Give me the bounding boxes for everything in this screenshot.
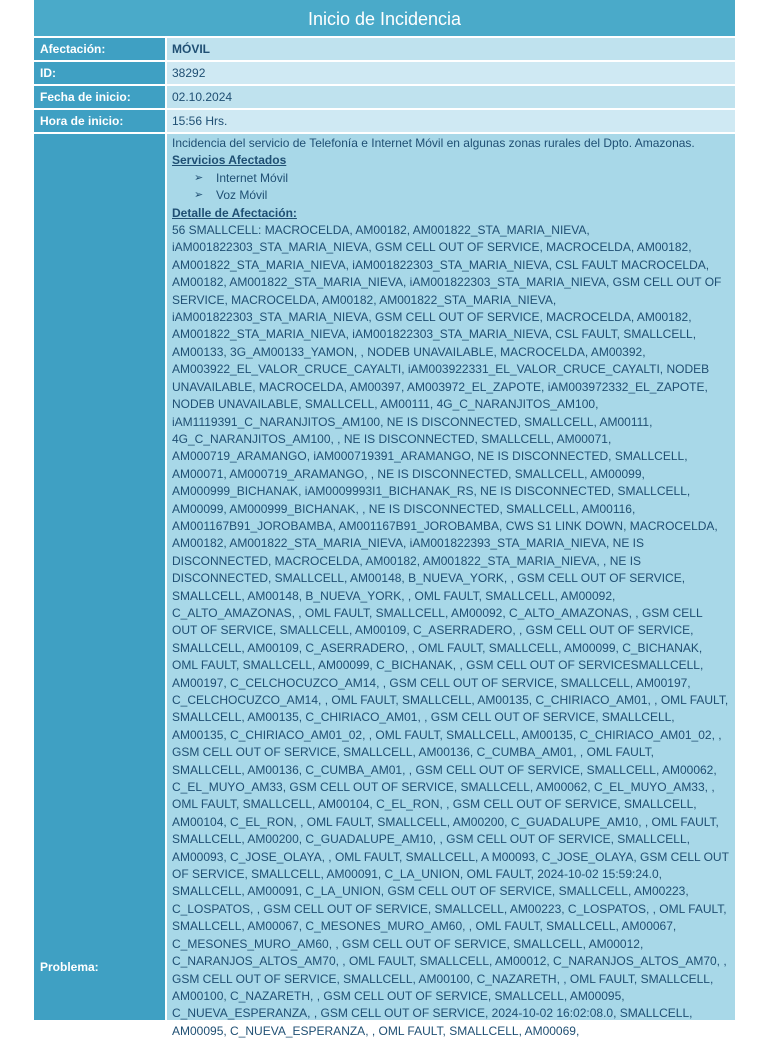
row-afectacion <box>34 38 735 60</box>
detail-text: 56 SMALLCELL: MACROCELDA, AM00182, AM001822_STA_MARIA_NIEVA, iAM001822303_STA_MARIA_NIEVA, GSM CELL OUT OF SERVICE, MACROCELDA, AM00182, AM001822_STA_MARIA_NIEVA, iAM001822303_STA_MARIA_NIEVA, CSL FAULT MACROCELDA, AM00182, AM001822_STA_MARIA_NIEVA, iAM001822303_STA_MARIA_NIEVA, GSM CELL OUT OF SERVICE, MACROCELDA, AM00182, AM001822_STA_MARIA_NIEVA, iAM001822303_STA_MARIA_NIEVA, GSM CELL OUT OF SERVICE, MACROCELDA, AM00182, AM001822_STA_MARIA_NIEVA, iAM001822303_STA_MARIA_NIEVA, CSL FAULT, SMALLCELL, AM00133, 3G_AM00133_YAMON, , NODEB UNAVAILABLE, MACROCELDA, AM00392, AM003922_EL_VALOR_CRUCE_CAYALTI, iAM003922331_EL_VALOR_CRUCE_CAYALTI, NODEB UNAVAILABLE, MACROCELDA, AM00397, AM003972_EL_ZAPOTE, iAM003972332_EL_ZAPOTE, NODEB UNAVAILABLE, SMALLCELL, AM00111, 4G_C_NARANJITOS_AM100, iAM1119391_C_NARANJITOS_AM100, NE IS DISCONNECTED, SMALLCELL, AM00111, 4G_C_NARANJITOS_AM100, , NE IS DISCONNECTED, SMALLCELL, AM00071, AM000719_ARAMANGO, iAM000719391_ARAMANGO, NE IS DISCONNECTED, SMALLCELL, AM00071, AM000719_ARAMANGO, , NE IS DISCONNECTED, SMALLCELL, AM00099, AM000999_BICHANAK, iAM0009993I1_BICHANAK_RS, NE IS DISCONNECTED, SMALLCELL, AM00099, AM000999_BICHANAK, , NE IS DISCONNECTED, SMALLCELL, AM00116, AM001167B91_JOROBAMBA, AM001167B91_JOROBAMBA, CWS S1 LINK DOWN, MACROCELDA, AM00182, AM001822_STA_MARIA_NIEVA, iAM001822393_STA_MARIA_NIEVA, NE IS DISCONNECTED, MACROCELDA, AM00182, AM001822_STA_MARIA_NIEVA, , NE IS DISCONNECTED, SMALLCELL, AM00148, B_NUEVA_YORK, , GSM CELL OUT OF SERVICE, SMALLCELL, AM00148, B_NUEVA_YORK, , OML FAULT, SMALLCELL, AM00092, C_ALTO_AMAZONAS, , OML FAULT, SMALLCELL, AM00092, C_ALTO_AMAZONAS, , GSM CELL OUT OF SERVICE, SMALLCELL, AM00109, C_ASERRADERO, , GSM CELL OUT OF SERVICE, SMALLCELL, AM00109, C_ASERRADERO, , OML FAULT, SMALLCELL, AM00099, C_BICHANAK, OML FAULT, SMALLCELL, AM00099, C_BICHANAK, , GSM CELL OUT OF SERVICESMALLCELL, AM00197, C_CELCHOCUZCO_AM14, , GSM CELL OUT OF SERVICE, SMALLCELL, AM00197, C_CELCHOCUZCO_AM14, , OML FAULT, SMALLCELL, AM00135, C_CHIRIACO_AM01, , OML FAULT, SMALLCELL, AM00135, C_CHIRIACO_AM01, , GSM CELL OUT OF SERVICE, SMALLCELL, AM00135, C_CHIRIACO_AM01_02, , OML FAULT, SMALLCELL, AM00135, C_CHIRIACO_AM01_02, , GSM CELL OUT OF SERVICE, SMALLCELL, AM00136, C_CUMBA_AM01, , OML FAULT, SMALLCELL, AM00136, C_CUMBA_AM01, , GSM CELL OUT OF SERVICE, SMALLCELL, AM00062, C_EL_MUYO_AM33, GSM CELL OUT OF SERVICE, SMALLCELL, AM00062, C_EL_MUYO_AM33, , OML FAULT, SMALLCELL, AM00104, C_EL_RON, , GSM CELL OUT OF SERVICE, SMALLCELL, AM00104, C_EL_RON, , OML FAULT, SMALLCELL, AM00200, C_GUADALUPE_AM10, , OML FAULT, SMALLCELL, AM00200, C_GUADALUPE_AM10, , GSM CELL OUT OF SERVICE, SMALLCELL, AM00093, C_JOSE_OLAYA, , OML FAULT, SMALLCELL, A M00093, C_JOSE_OLAYA, GSM CELL OUT OF SERVICE, SMALLCELL, AM00091, C_LA_UNION, OML FAULT, 2024-10-02 15:59:24.0, SMALLCELL, AM00091, C_LA_UNION, GSM CELL OUT OF SERVICE, SMALLCELL, AM00223, C_LOSPATOS, , GSM CELL OUT OF SERVICE, SMALLCELL, AM00223, C_LOSPATOS, , OML FAULT, SMALLCELL, AM00067, C_MESONES_MURO_AM60, , OML FAULT, SMALLCELL, AM00067, C_MESONES_MURO_AM60, , GSM CELL OUT OF SERVICE, SMALLCELL, AM00012, C_NARANJOS_ALTOS_AM70, , OML FAULT, SMALLCELL, AM00012, C_NARANJOS_ALTOS_AM70, , GSM CELL OUT OF SERVICE, SMALLCELL, AM00100, C_NAZARETH, , OML FAULT, SMALLCELL, AM00100, C_NAZARETH, , GSM CELL OUT OF SERVICE, SMALLCELL, AM00095, C_NUEVA_ESPERANZA, , GSM CELL OUT OF SERVICE, 2024-10-02 16:02:08.0, SMALLCELL, AM00095, C_NUEVA_ESPERANZA, , OML FAULT, SMALLCELL, AM00069, <box>172 223 729 1038</box>
incident-sheet <box>34 0 735 1038</box>
problema-content <box>167 134 735 1038</box>
list-item <box>194 170 729 187</box>
afectacion-label: Afectación: <box>34 38 165 60</box>
service-item-label: Internet Móvil <box>216 170 289 185</box>
row-id <box>34 62 735 84</box>
problema-intro: Incidencia del servicio de Telefonía e Internet Móvil en algunas zonas rurales del Dpto. Amazonas. <box>172 136 695 150</box>
row-hora <box>34 110 735 132</box>
row-fecha <box>34 86 735 108</box>
services-list <box>172 170 729 205</box>
id-value: 38292 <box>167 62 735 84</box>
row-problema <box>34 134 735 1038</box>
afectacion-value: MÓVIL <box>167 38 735 60</box>
fecha-value: 02.10.2024 <box>167 86 735 108</box>
problema-label: Problema: <box>34 134 165 1020</box>
service-item-label: Voz Móvil <box>216 188 268 203</box>
id-label: ID: <box>34 62 165 84</box>
hora-value: 15:56 Hrs. <box>167 110 735 132</box>
page-title: Inicio de Incidencia <box>34 0 735 36</box>
hora-label: Hora de inicio: <box>34 110 165 132</box>
list-item <box>194 187 729 204</box>
fecha-label: Fecha de inicio: <box>34 86 165 108</box>
arrow-bullet-icon: ➢ <box>194 171 204 184</box>
detail-heading: Detalle de Afectación: <box>172 205 297 220</box>
services-heading: Servicios Afectados <box>172 153 287 168</box>
arrow-bullet-icon: ➢ <box>194 189 204 202</box>
